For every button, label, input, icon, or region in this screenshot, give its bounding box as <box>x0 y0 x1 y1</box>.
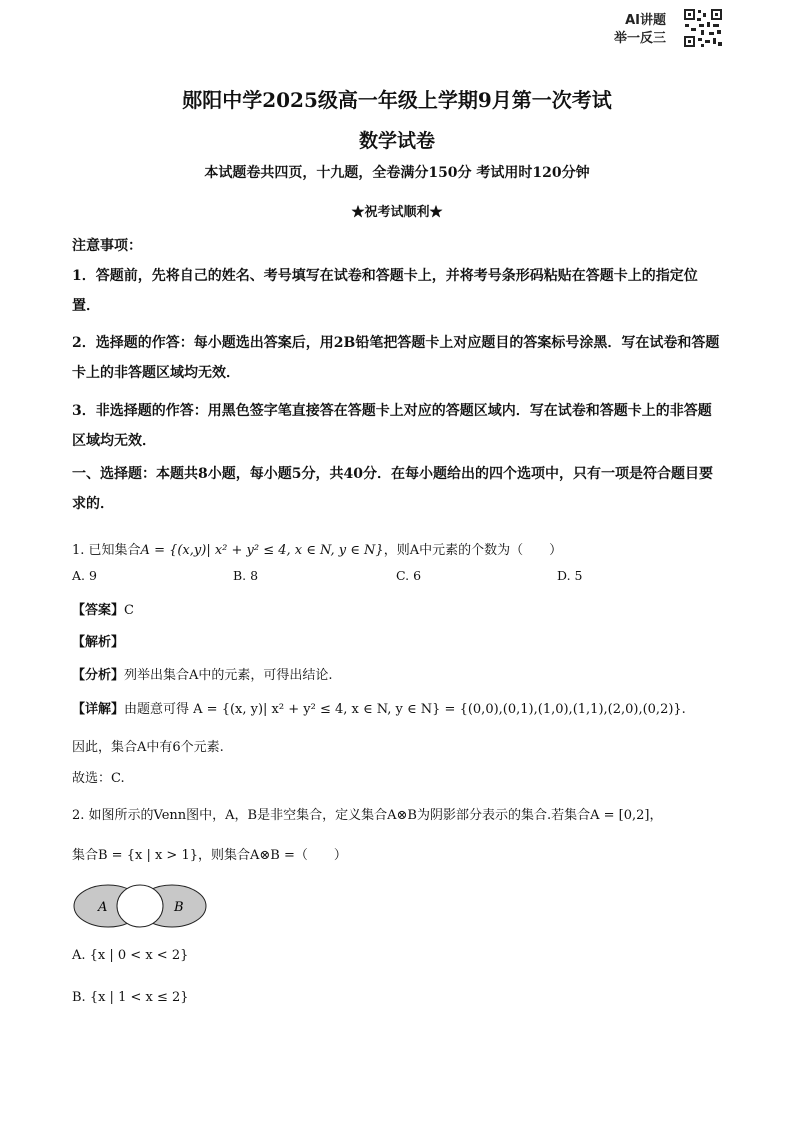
venn-label-a: A <box>98 900 108 915</box>
question-2-line-1: 2. 如图所示的Venn图中，A，B是非空集合，定义集合A⊗B为阴影部分表示的集合.若集合A = [0,2]， <box>72 808 663 823</box>
exam-subject: 数学试卷 <box>358 130 435 152</box>
notes-item-2: 2．选择题的作答：每小题选出答案后，用2B铅笔把答题卡上对应题目的答案标号涂黑．写在试卷和答题卡上的非答题区域均无效． <box>72 335 720 381</box>
venn-label-b: B <box>174 900 184 915</box>
notes-item-1: 1．答题前，先将自己的姓名、考号填写在试卷和答题卡上，并将考号条形码粘贴在答题卡上的指定位置． <box>72 268 698 314</box>
question-1-answer <box>72 599 134 618</box>
question-1-set: A = {(x,y)| x² + y² ≤ 4, x ∈ N, y ∈ N} <box>140 543 384 558</box>
question-1-option-b: B. 8 <box>233 568 259 583</box>
question-1-stem <box>72 539 562 558</box>
answer-value: C <box>124 603 134 618</box>
exam-info: 本试题卷共四页，十九题，全卷满分150分 考试用时120分钟 <box>204 165 590 181</box>
ai-badge-text <box>614 12 666 48</box>
question-1-choice: 故选：C. <box>72 771 125 786</box>
qr-code-icon <box>683 8 723 48</box>
question-1-fenxi <box>72 664 333 683</box>
exam-title: 郧阳中学2025级高一年级上学期9月第一次考试 <box>182 88 612 112</box>
question-1-option-c: C. 6 <box>396 568 422 583</box>
notes-heading: 注意事项： <box>72 238 142 254</box>
venn-intersection <box>117 885 163 927</box>
detail-text: 由题意可得 A = {(x, y)| x² + y² ≤ 4, x ∈ N, y ∈ N} = {(0,0),(0,1),(1,0),(1,1),(2,0),(0,2)}. <box>124 702 686 717</box>
analysis-label: 【解析】 <box>72 635 125 650</box>
question-2-option-a: A. {x | 0 < x < 2} <box>72 948 189 963</box>
question-1-suffix: ，则A中元素的个数为（ ） <box>383 543 563 558</box>
fenxi-label: 【分析】 <box>72 668 125 683</box>
badge-line1: AI讲题 <box>625 13 667 28</box>
fenxi-text: 列举出集合A中的元素，可得出结论. <box>124 668 333 683</box>
question-2-option-b: B. {x | 1 < x ≤ 2} <box>72 990 189 1005</box>
detail-label: 【详解】 <box>72 702 125 717</box>
question-1-option-d: D. 5 <box>557 568 583 583</box>
question-1-prefix: 1. 已知集合 <box>72 543 141 558</box>
notes-item-3: 3．非选择题的作答：用黑色签字笔直接答在答题卡上对应的答题区域内．写在试卷和答题卡上的非答题区域均无效． <box>72 403 712 449</box>
venn-diagram <box>70 880 210 932</box>
question-2-line-2: 集合B = {x | x > 1}，则集合A⊗B =（ ） <box>72 848 347 863</box>
question-1-option-a: A. 9 <box>72 568 97 583</box>
question-1-detail <box>72 698 686 717</box>
exam-wish: ★祝考试顺利★ <box>351 205 443 220</box>
question-1-conclusion: 因此，集合A中有6个元素. <box>72 740 224 755</box>
badge-line2: 举一反三 <box>614 31 667 46</box>
section-1-heading: 一、选择题：本题共8小题，每小题5分，共40分．在每小题给出的四个选项中，只有一项是符合题目要求的． <box>72 466 713 512</box>
answer-label: 【答案】 <box>72 603 125 618</box>
